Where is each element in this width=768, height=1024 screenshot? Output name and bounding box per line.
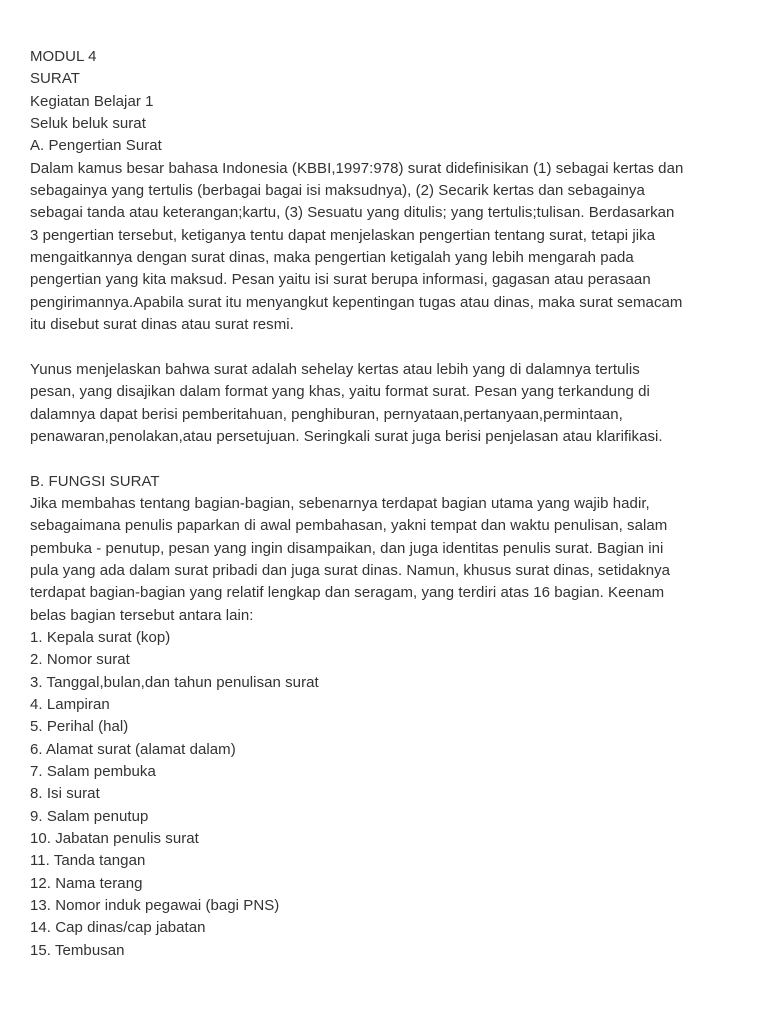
section-b-heading: B. FUNGSI SURAT xyxy=(30,472,160,490)
list-item: 1. Kepala surat (kop) xyxy=(30,628,171,646)
paragraph-line: sebagai tanda atau keterangan;kartu, (3) Sesuatu yang ditulis; yang tertulis;tulisan. Berdasarkan xyxy=(30,204,675,222)
letter-parts-list xyxy=(30,627,738,962)
paragraph-line: sebagainya yang tertulis (berbagai bagai isi maksudnya), (2) Secarik kertas dan sebagainya xyxy=(30,182,645,200)
paragraph-line: Dalam kamus besar bahasa Indonesia (KBBI,1997:978) surat didefinisikan (1) sebagai kertas dan xyxy=(30,159,684,177)
list-item: 3. Tanggal,bulan,dan tahun penulisan surat xyxy=(30,673,319,691)
list-item: 4. Lampiran xyxy=(30,695,110,713)
section-a-paragraph-2 xyxy=(30,359,738,448)
list-item: 2. Nomor surat xyxy=(30,651,130,669)
list-item: 5. Perihal (hal) xyxy=(30,718,129,736)
list-item: 14. Cap dinas/cap jabatan xyxy=(30,919,206,937)
section-a-heading: A. Pengertian Surat xyxy=(30,137,162,155)
paragraph-line: terdapat bagian-bagian yang relatif lengkap dan seragam, yang terdiri atas 16 bagian. Keenam xyxy=(30,584,665,602)
paragraph-line: Yunus menjelaskan bahwa surat adalah sehelay kertas atau lebih yang di dalamnya tertulis xyxy=(30,360,640,378)
paragraph-line: pembuka - penutup, pesan yang ingin disampaikan, dan juga identitas penulis surat. Bagian ini xyxy=(30,539,664,557)
paragraph-spacer xyxy=(30,336,738,358)
list-item: 11. Tanda tangan xyxy=(30,852,146,870)
paragraph-line: pula yang ada dalam surat pribadi dan juga surat dinas. Namun, khusus surat dinas, setidaknya xyxy=(30,561,671,579)
paragraph-line: Jika membahas tentang bagian-bagian, sebenarnya terdapat bagian utama yang wajib hadir, xyxy=(30,494,650,512)
list-item: 10. Jabatan penulis surat xyxy=(30,830,199,848)
paragraph-line: dalamnya dapat berisi pemberitahuan, penghiburan, pernyataan,pertanyaan,permintaan, xyxy=(30,405,623,423)
paragraph-line: penawaran,penolakan,atau persetujuan. Seringkali surat juga berisi penjelasan atau klarifikasi. xyxy=(30,427,663,445)
paragraph-line: mengaitkannya dengan surat dinas, maka pengertian ketigalah yang lebih mengarah pada xyxy=(30,249,634,267)
list-item: 13. Nomor induk pegawai (bagi PNS) xyxy=(30,897,280,915)
section-a-paragraph-1 xyxy=(30,158,738,337)
list-item: 15. Tembusan xyxy=(30,941,125,959)
paragraph-line: pengertian yang kita maksud. Pesan yaitu isi surat berupa informasi, gagasan atau perasaan xyxy=(30,271,651,289)
paragraph-line: pesan, yang disajikan dalam format yang khas, yaitu format surat. Pesan yang terkandung di xyxy=(30,383,650,401)
module-label: MODUL 4 xyxy=(30,48,97,65)
paragraph-line: pengirimannya.Apabila surat itu menyangkut kepentingan tugas atau dinas, maka surat semacam xyxy=(30,293,683,311)
list-item: 12. Nama terang xyxy=(30,874,143,892)
topic-label: Seluk beluk surat xyxy=(30,115,146,133)
list-item: 7. Salam pembuka xyxy=(30,763,156,780)
list-item: 6. Alamat surat (alamat dalam) xyxy=(30,740,236,758)
paragraph-spacer xyxy=(30,448,738,470)
list-item: 9. Salam penutup xyxy=(30,807,149,825)
subject-title: SURAT xyxy=(30,70,80,88)
paragraph-line: 3 pengertian tersebut, ketiganya tentu dapat menjelaskan pengertian tentang surat, tetapi jika xyxy=(30,226,656,244)
activity-label: Kegiatan Belajar 1 xyxy=(30,92,154,110)
list-item: 8. Isi surat xyxy=(30,785,100,803)
paragraph-line: sebagaimana penulis paparkan di awal pembahasan, yakni tempat dan waktu penulisan, salam xyxy=(30,517,668,535)
section-b-paragraph xyxy=(30,493,738,627)
paragraph-line: itu disebut surat dinas atau surat resmi. xyxy=(30,316,294,334)
paragraph-line: belas bagian tersebut antara lain: xyxy=(30,606,254,624)
